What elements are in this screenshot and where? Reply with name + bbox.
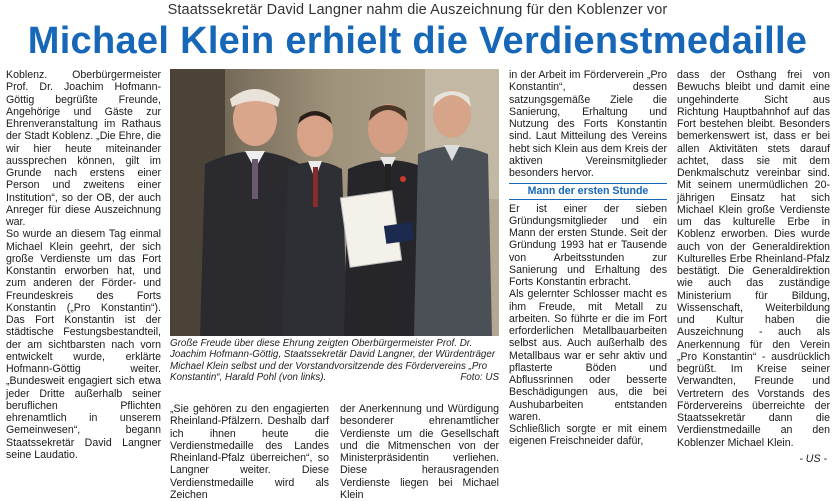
photo-credit: Foto: US — [460, 371, 499, 383]
paragraph: So wurde an diesem Tag einmal Michael Klein geehrt, der sich große Verdienste um das Fort Konstantin erworben hat, und zum anderen der Förder- und Freundeskreis des Forts Konstantin („Pro Konstantin“). Das Fort Konstantin ist der städtische Festungsbestandteil, der am sichtbarsten nach vorn entwickelt wurde, erklärte Hofmann-Göttig weiter. „Bundesweit engagiert sich etwa jeder Dritte außerhalb seiner beruflichen Pflichten ehrenamtlich in unserem Gemeinwesen“, begann Staatssekretär David Langner seine Laudatio. — [6, 228, 161, 461]
column-1 — [6, 69, 161, 461]
paragraph: Als gelernter Schlosser macht es ihm Freude, mit Metall zu arbeiten. So führte er die im Fort erforderlichen Metallbauarbeiten selbst aus. Auch außerhalb des Metallbaus war er sehr aktiv und pflasterte Böden und Abflussrinnen oder besserte Beschädigungen aus, die bei Aushubarbeiten entstanden waren. — [509, 288, 667, 423]
headline: Michael Klein erhielt die Verdienstmedaille — [27, 20, 808, 62]
paragraph: Schließlich sorgte er mit einem eigenen Freischneider dafür, — [509, 423, 667, 448]
column-2b — [340, 403, 499, 501]
photo-illustration — [170, 69, 499, 336]
paragraph: der Anerkennung und Würdigung besonderer ehrenamtlicher Verdienste um die Gesellschaft und die Mitmenschen von der Ministerpräsidentin verliehen. Diese herausragenden Verdienste liegen bei Michael Klein — [340, 403, 499, 501]
column-4 — [677, 69, 830, 449]
photo-caption — [170, 338, 499, 383]
author-signature: - US - — [799, 453, 827, 465]
paragraph: in der Arbeit im Förderverein „Pro Konstantin“, dessen satzungsgemäße Ziele die Sanierung, Erhaltung und Nutzung des Forts Konstantin sind. Laut Mitteilung des Vereins hebt sich Klein aus dem Kreis der aktiven Vereinsmitglieder besonders hervor. — [509, 69, 667, 179]
paragraph: Koblenz. Oberbürgermeister Prof. Dr. Joachim Hofmann-Göttig begrüßte Freunde, Angehörige und Gäste zur Ehrenveranstaltung im Rathaus der Stadt Koblenz. „Die Ehre, die wir hier heute miteinander aussprechen können, gilt im Grunde nach erstens einer Person und zweitens einer Institution“, so der OB, der auch Anreger für diese Auszeichnung war. — [6, 69, 161, 228]
caption-text: Große Freude über diese Ehrung zeigten Oberbürgermeister Prof. Dr. Joachim Hofmann-Göttig, Staatssekretär David Langner, der Würdenträger Michael Klein selbst und der Vorstandvorsitzende des Fördervereins „Pro Konstantin“, Harald Pohl (von links). — [170, 338, 496, 383]
paragraph: Er ist einer der sieben Gründungsmitglieder und ein Mann der ersten Stunde. Seit der Gründung 1993 hat er Tausende von Arbeitsstunden zur Sanierung und Erhaltung des Forts Konstantin erbracht. — [509, 202, 667, 288]
subheading: Mann der ersten Stunde — [509, 183, 667, 199]
kicker: Staatssekretär David Langner nahm die Auszeichnung für den Koblenzer vor — [167, 2, 668, 18]
paragraph: dass der Osthang frei von Bewuchs bleibt und damit eine ungehinderte Sicht aus Richtung Hauptbahnhof auf das Fort bestehen bleibt. Besonders bemerkenswert ist, dass er bei allen Aktivitäten stets darauf achtet, dass sie mit dem Denkmalschutz vereinbar sind. Mit seinem unermüdlichen 20-jährigen Einsatz hat sich Michael Klein große Verdienste um das kulturelle Erbe in Koblenz erworben. Dies wurde auch von der Generaldirektion Kulturelles Erbe Rheinland-Pfalz bestätigt. Die Generaldirektion wie auch das zuständige Ministerium für Bildung, Wissenschaft, Weiterbildung und Kultur haben die Auszeichnung - auch als Anerkennung für den Verein „Pro Konstantin“ - ausdrücklich begrüßt. Im Kreise seiner Verwandten, Freunde und Vertretern des Vorstands des Fördervereins überreichte der Staatssekretär dann die Verdienstmedaille an den Koblenzer Michael Klein. — [677, 69, 830, 449]
column-3 — [509, 69, 667, 448]
column-2a — [170, 403, 329, 501]
paragraph: „Sie gehören zu den engagierten Rheinland-Pfälzern. Deshalb darf ich ihnen heute die Verdienstmedaille des Landes Rheinland-Pfalz überreichen“, so Langner weiter. Diese Verdienstmedaille wird als Zeichen — [170, 403, 329, 501]
article-photo — [170, 69, 499, 336]
